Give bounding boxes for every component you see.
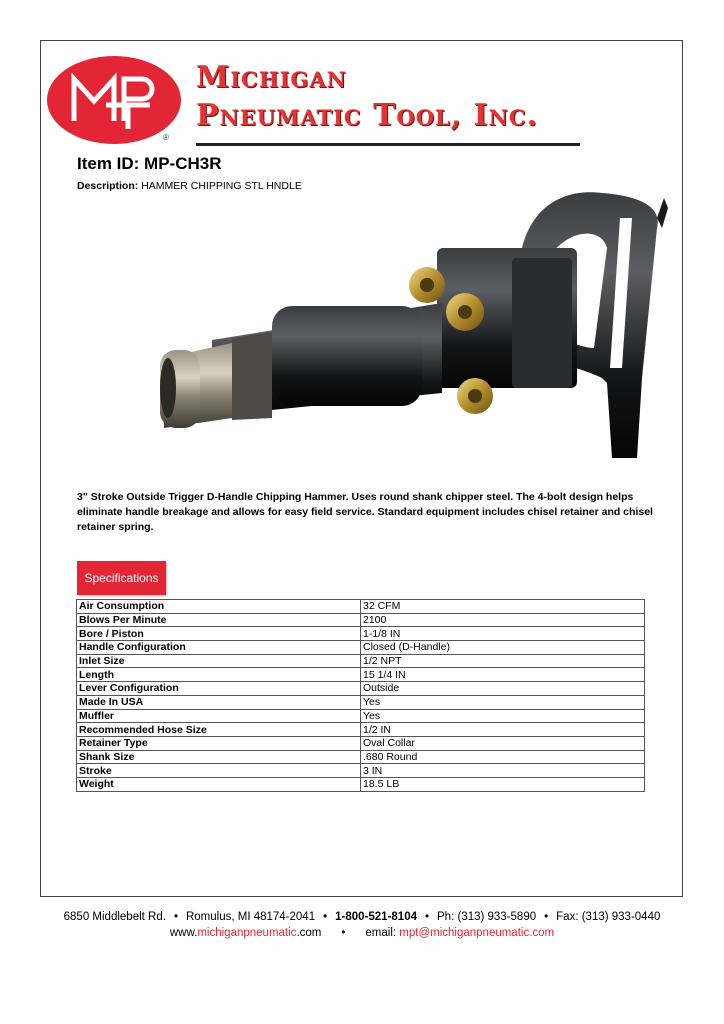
spec-label: Recommended Hose Size (77, 723, 361, 737)
mpt-logo (46, 55, 182, 145)
footer-web-line (0, 927, 724, 939)
spec-label: Bore / Piston (77, 627, 361, 641)
spec-label: Lever Configuration (77, 682, 361, 696)
spec-value: Closed (D-Handle) (361, 641, 645, 655)
specifications-table (76, 599, 645, 792)
email-label: email: (365, 927, 397, 939)
table-row (77, 777, 645, 791)
spec-value: Yes (361, 695, 645, 709)
company-underline (196, 143, 580, 146)
company-name-line2: Pneumatic Tool, Inc. (196, 98, 539, 133)
spec-value: 1-1/8 IN (361, 627, 645, 641)
web-prefix: www. (169, 927, 198, 939)
description-value: HAMMER CHIPPING STL HNDLE (141, 180, 302, 192)
footer-bullet: • (544, 911, 549, 923)
spec-label: Shank Size (77, 750, 361, 764)
footer-bullet: • (424, 911, 430, 923)
item-id: Item ID: MP-CH3R (77, 154, 222, 173)
table-row (77, 695, 645, 709)
table-row (77, 736, 645, 750)
spec-value: Oval Collar (361, 736, 645, 750)
footer-city: Romulus, MI 48174-2041 (185, 911, 316, 923)
table-row (77, 709, 645, 723)
spec-label: Muffler (77, 709, 361, 723)
footer-phone[interactable]: Ph: (313) 933-5890 (437, 911, 537, 923)
footer-address: 6850 Middlebelt Rd. (63, 911, 166, 923)
spec-value: 18.5 LB (361, 777, 645, 791)
spec-value: 15 1/4 IN (361, 668, 645, 682)
spec-label: Inlet Size (77, 654, 361, 668)
spec-value: 1/2 NPT (361, 654, 645, 668)
spec-label: Retainer Type (77, 736, 361, 750)
spec-label: Weight (77, 777, 361, 791)
spec-label: Stroke (77, 764, 361, 778)
table-row (77, 668, 645, 682)
web-domain: michiganpneumatic (197, 927, 297, 939)
web-suffix: .com (296, 927, 322, 939)
email-link[interactable]: mpt@michiganpneumatic.com (399, 927, 555, 939)
website-link[interactable] (170, 927, 322, 939)
footer-bullet: • (323, 911, 328, 923)
description-label: Description: (77, 180, 139, 192)
spec-label: Air Consumption (77, 600, 361, 614)
footer-contact-line (0, 911, 724, 923)
registered-mark: ® (163, 133, 169, 142)
table-row (77, 654, 645, 668)
table-row (77, 600, 645, 614)
table-row (77, 723, 645, 737)
spec-value: Yes (361, 709, 645, 723)
footer-tollfree[interactable]: 1-800-521-8104 (335, 911, 417, 923)
footer-bullet: • (173, 911, 178, 923)
spec-label: Handle Configuration (77, 641, 361, 655)
table-row (77, 613, 645, 627)
footer-fax: Fax: (313) 933-0440 (556, 911, 661, 923)
chipping-hammer-image (82, 188, 676, 484)
table-row (77, 682, 645, 696)
spec-value: .680 Round (361, 750, 645, 764)
spec-value: 32 CFM (361, 600, 645, 614)
spec-label: Blows Per Minute (77, 613, 361, 627)
table-row (77, 641, 645, 655)
company-name-line1: Michigan (196, 60, 347, 95)
product-blurb: 3" Stroke Outside Trigger D-Handle Chipping Hammer. Uses round shank chipper steel. The 4-bolt design helps eliminate handle breakage and allows for easy field service. Standard equipment includes chisel retainer and chisel retainer spring. (77, 491, 653, 533)
spec-value: 3 IN (361, 764, 645, 778)
table-row (77, 764, 645, 778)
spec-label: Length (77, 668, 361, 682)
table-row (77, 750, 645, 764)
spec-label: Made In USA (77, 695, 361, 709)
spec-value: Outside (361, 682, 645, 696)
spec-value: 1/2 IN (361, 723, 645, 737)
table-row (77, 627, 645, 641)
specifications-tab: Specifications (77, 561, 166, 595)
footer-bullet: • (341, 927, 346, 939)
spec-value: 2100 (361, 613, 645, 627)
